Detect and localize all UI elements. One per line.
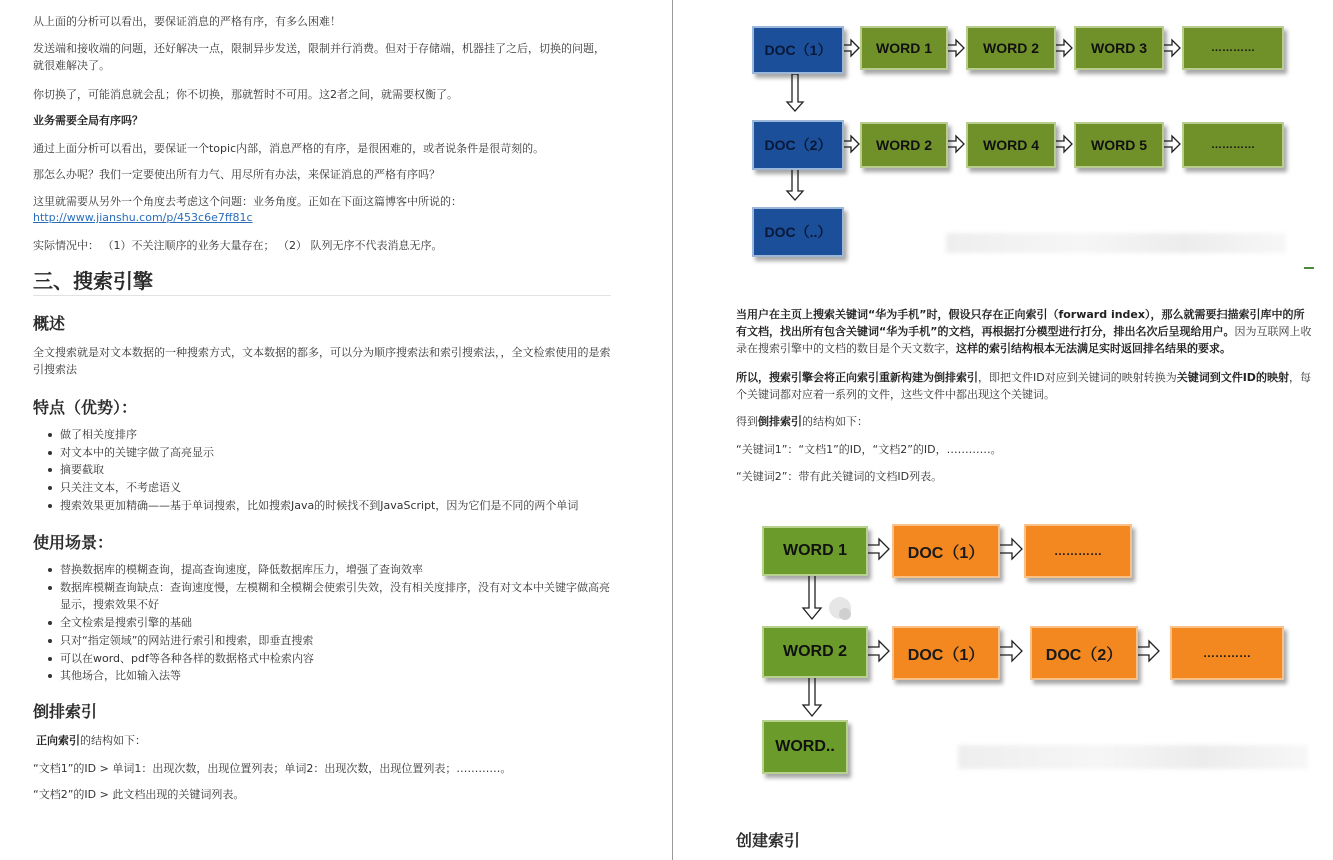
- doc-box: DOC（2）: [752, 120, 844, 170]
- down-arrow-icon: [803, 677, 821, 716]
- list-item: 只对“指定领域”的网站进行索引和搜索，即垂直搜索: [33, 632, 618, 650]
- doc-box: DOC（1）: [752, 26, 844, 74]
- doc-box: DOC（2）: [1030, 626, 1138, 680]
- paragraph: 那怎么办呢？我们一定要使出所有力气、用尽所有办法，来保证消息的严格有序吗？: [33, 168, 440, 181]
- word-box: WORD..: [762, 720, 848, 774]
- bold-text: 所以，搜索引擎会将正向索引重新构建为倒排索引: [736, 371, 978, 384]
- page-divider: [672, 0, 673, 860]
- right-arrow-icon: [866, 539, 889, 559]
- word-box: WORD 1: [860, 26, 948, 70]
- right-page: [674, 0, 1333, 860]
- paragraph: 从上面的分析可以看出，要保证消息的严格有序，有多么困难！: [33, 15, 341, 28]
- word-box: WORD 2: [762, 626, 868, 678]
- normal-text: 因为互联网上收录在搜索引擎中的文档的数目是个天文数字，: [736, 325, 1312, 355]
- keyword2-structure: “关键词2”：带有此关键词的文档ID列表。: [736, 470, 943, 483]
- doc-box-ellipsis: …………: [1170, 626, 1284, 680]
- list-item: 摘要截取: [33, 461, 633, 479]
- blog-link[interactable]: http://www.jianshu.com/p/453c6e7ff81c: [33, 211, 253, 224]
- doc-box: DOC（..）: [752, 207, 844, 257]
- inverted-index-diagram: [674, 500, 1333, 800]
- cursor-decoration-icon: [829, 597, 851, 620]
- forward-index-diagram: [674, 0, 1333, 270]
- normal-text: 的结构如下：: [802, 415, 868, 428]
- bold-text: 这样的索引结构根本无法满足实时返回排名结果的要求。: [956, 342, 1231, 355]
- paragraph: 通过上面分析可以看出，要保证一个topic内部，消息严格的有序，是很困难的，或者说条件是很苛刻的。: [33, 142, 545, 155]
- inverted-structure-intro: [736, 413, 868, 430]
- right-arrow-icon: [999, 539, 1022, 559]
- list-item: 其他场合，比如输入法等: [33, 667, 618, 685]
- right-arrow-icon: [1054, 136, 1072, 152]
- section-title-search-engine: 三、搜索引擎: [33, 269, 153, 293]
- paragraph: 发送端和接收端的问题，还好解决一点，限制异步发送，限制并行消费。但对于存储端，机器挂了之后，切换的问题，就很难解决了。: [33, 42, 605, 72]
- forward-index-term: 正向索引: [36, 734, 80, 747]
- list-item: 对文本中的关键字做了高亮显示: [33, 444, 633, 462]
- blurred-watermark: [958, 745, 1308, 769]
- bold-text: 关键词到文件ID的映射: [1176, 371, 1289, 384]
- word-box: WORD 5: [1074, 122, 1164, 168]
- forward-index-explanation: [736, 306, 1314, 357]
- doc2-structure: “文档2”的ID > 此文档出现的关键词列表。: [33, 788, 245, 801]
- right-arrow-icon: [946, 40, 964, 56]
- word-box-ellipsis: …………: [1182, 122, 1284, 168]
- doc-box: DOC（1）: [892, 626, 1000, 680]
- right-arrow-icon: [1162, 40, 1180, 56]
- word-box: WORD 2: [966, 26, 1056, 70]
- decor-mark: [1304, 267, 1314, 269]
- normal-text: ，每个关键词都对应着一系列的文件，这些文件中都出现这个关键词。: [736, 371, 1311, 401]
- right-arrow-icon: [1054, 40, 1072, 56]
- blurred-watermark: [946, 233, 1286, 253]
- normal-text: ，即把文件ID对应到关键词的映射转换为: [978, 371, 1177, 384]
- doc-box-ellipsis: …………: [1024, 524, 1132, 578]
- right-arrow-icon: [999, 641, 1022, 661]
- heading-overview: 概述: [33, 314, 66, 333]
- list-item: 搜索效果更加精确——基于单词搜索，比如搜索Java的时候找不到JavaScript，因为它们是不同的两个单词: [33, 497, 633, 515]
- heading-inverted-index: 倒排索引: [33, 702, 98, 721]
- heading-features: 特点（优势）：: [33, 398, 138, 417]
- heading-create-index: 创建索引: [736, 831, 801, 850]
- heading-usage: 使用场景：: [33, 533, 114, 552]
- right-arrow-icon: [1162, 136, 1180, 152]
- normal-text: 得到: [736, 415, 758, 428]
- list-item: 做了相关度排序: [33, 426, 633, 444]
- doc-box: DOC（1）: [892, 524, 1000, 578]
- word-box: WORD 3: [1074, 26, 1164, 70]
- forward-index-text: 的结构如下：: [80, 734, 146, 747]
- right-arrow-icon: [1136, 641, 1159, 661]
- paragraph: 你切换了，可能消息就会乱；你不切换，那就暂时不可用。这2者之间，就需要权衡了。: [33, 88, 458, 101]
- bold-text: 当用户在主页上搜索关键词“华为手机”时，假设只存在正向索引（forward index），那么就需要扫描索引库中的所有文档，找出所有包含关键词“华为手机”的文档，再根据打分模型进行打分，排出名次后呈现给用户。: [736, 308, 1305, 338]
- bold-text: 倒排索引: [758, 415, 802, 428]
- paragraph: 实际情况中： （1）不关注顺序的业务大量存在； （2） 队列无序不代表消息无序。: [33, 239, 443, 252]
- down-arrow-icon: [803, 575, 821, 619]
- keyword1-structure: “关键词1”：“文档1”的ID，“文档2”的ID，…………。: [736, 443, 1002, 456]
- heading-rule: [33, 295, 611, 296]
- usage-list: [33, 561, 618, 685]
- word-box: WORD 1: [762, 526, 868, 576]
- list-item: 数据库模糊查询缺点：查询速度慢，左模糊和全模糊会使索引失效，没有相关度排序，没有对文本中关键字做高亮显示，搜索效果不好: [33, 579, 618, 614]
- down-arrow-icon: [787, 166, 803, 200]
- inverted-index-explanation: [736, 369, 1314, 403]
- word-box: WORD 2: [860, 122, 948, 168]
- right-arrow-icon: [946, 136, 964, 152]
- list-item: 只关注文本，不考虑语义: [33, 479, 633, 497]
- overview-text: 全文搜索就是对文本数据的一种搜索方式，文本数据的都多，可以分为顺序搜索法和索引搜索法，，全文检索使用的是索引搜索法: [33, 346, 611, 376]
- features-list: [33, 426, 633, 515]
- list-item: 替换数据库的模糊查询，提高查询速度，降低数据库压力，增强了查询效率: [33, 561, 618, 579]
- paragraph: 这里就需要从另外一个角度去考虑这个问题：业务角度。正如在下面这篇博客中所说的：: [33, 195, 462, 208]
- list-item: 全文检索是搜索引擎的基础: [33, 614, 618, 632]
- word-box: WORD 4: [966, 122, 1056, 168]
- word-box-ellipsis: …………: [1182, 26, 1284, 70]
- bold-question: 业务需要全局有序吗？: [33, 114, 143, 127]
- list-item: 可以在word、pdf等各种各样的数据格式中检索内容: [33, 650, 618, 668]
- doc1-structure: “文档1”的ID > 单词1：出现次数，出现位置列表；单词2：出现次数，出现位置列表；…………。: [33, 762, 512, 775]
- down-arrow-icon: [787, 74, 803, 111]
- right-arrow-icon: [866, 641, 889, 661]
- forward-index-intro: [36, 732, 146, 749]
